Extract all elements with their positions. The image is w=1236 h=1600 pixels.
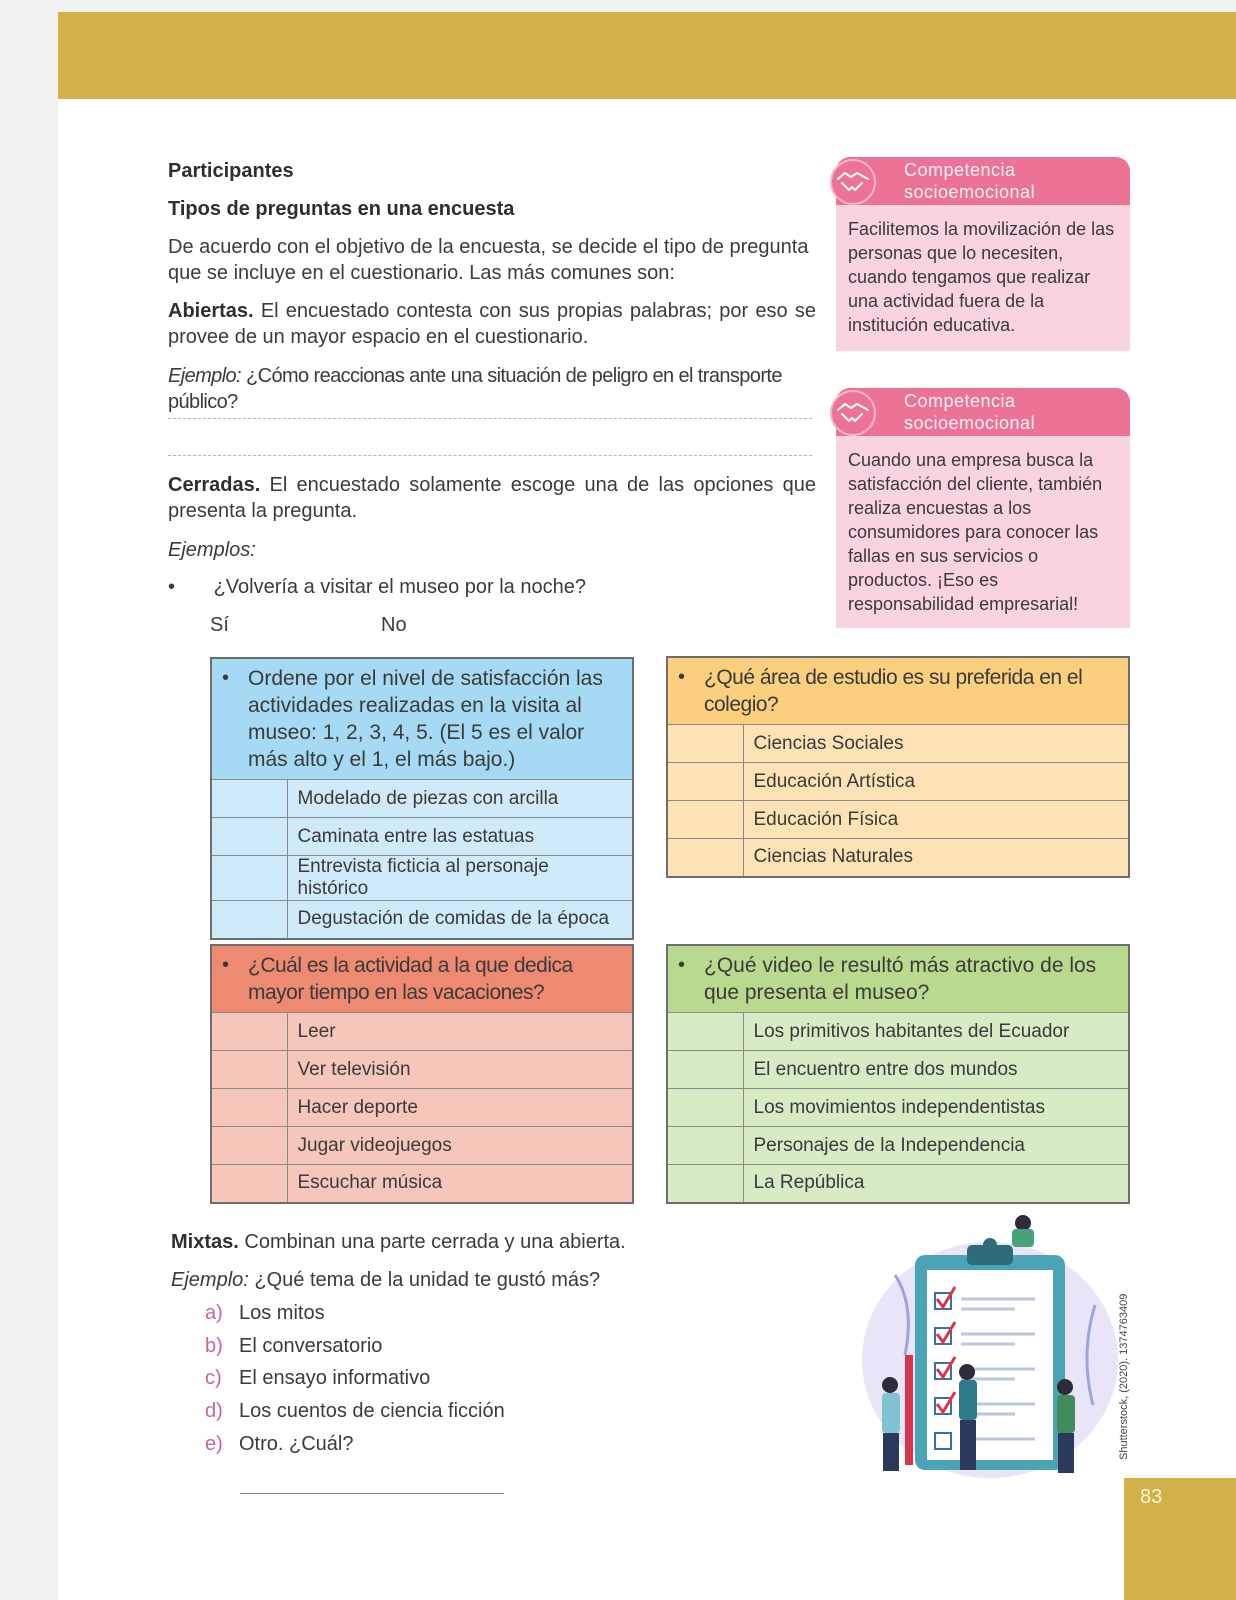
cerradas-examples-label: Ejemplos: [168, 539, 256, 561]
table-option: Los primitivos habitantes del Ecuador [743, 1013, 1129, 1051]
competencia-header-1 [836, 157, 1130, 205]
answer-line-2[interactable] [168, 455, 812, 456]
answer-box[interactable] [211, 1089, 287, 1127]
table-option: Hacer deporte [287, 1089, 633, 1127]
handshake-icon [830, 159, 876, 205]
competencia-box-1 [836, 157, 1130, 351]
table-option: Ciencias Sociales [743, 725, 1129, 763]
answer-box[interactable] [667, 1013, 743, 1051]
bullet: • [222, 954, 230, 976]
vacaciones-table [210, 944, 634, 1204]
competencia-title-1-line1: Competencia [904, 160, 1016, 180]
mixtas-paragraph [171, 1229, 819, 1255]
bullet: • [678, 666, 686, 688]
no-option[interactable]: No [381, 614, 407, 636]
vacaciones-question-cell [211, 945, 633, 1013]
video-question-cell [667, 945, 1129, 1013]
competencia-text-1: Facilitemos la movilización de las personas que lo necesiten, cuando tengamos que realizar una actividad fuera de la institución educativa. [836, 205, 1130, 351]
cerradas-paragraph [168, 472, 816, 524]
answer-box[interactable] [211, 1051, 287, 1089]
table-option: Los movimientos independentistas [743, 1089, 1129, 1127]
handshake-icon [830, 390, 876, 436]
answer-box[interactable] [211, 780, 287, 818]
answer-box[interactable] [211, 1013, 287, 1051]
area-table [666, 656, 1130, 878]
vacaciones-question: ¿Cuál es la actividad a la que dedica mayor tiempo en las vacaciones? [248, 954, 573, 1004]
table-option: Ver televisión [287, 1051, 633, 1089]
table-option: El encuentro entre dos mundos [743, 1051, 1129, 1089]
mixtas-option-e[interactable] [205, 1431, 853, 1457]
option-text: Los cuentos de ciencia ficción [239, 1400, 505, 1422]
answer-box[interactable] [667, 763, 743, 801]
table-option: Escuchar música [287, 1165, 633, 1203]
table-option: Jugar videojuegos [287, 1127, 633, 1165]
answer-box[interactable] [211, 856, 287, 901]
mixtas-option-c[interactable] [205, 1365, 853, 1391]
mixtas-option-d[interactable] [205, 1398, 853, 1424]
cerradas-label: Cerradas. [168, 474, 261, 496]
cerradas-question: ¿Volvería a visitar el museo por la noche? [213, 576, 586, 598]
table-option: Leer [287, 1013, 633, 1051]
survey-clipboard-illustration [855, 1215, 1135, 1495]
area-question-cell [667, 657, 1129, 725]
image-credit: Shutterstock, (2020). 1374763409 [1118, 1293, 1130, 1460]
answer-box[interactable] [667, 839, 743, 877]
abiertas-text: El encuestado contesta con sus propias palabras; por eso se provee de un mayor espacio en el cuestionario. [168, 300, 816, 348]
cerradas-bullet-item [168, 574, 816, 600]
ranking-question: Ordene por el nivel de satisfacción las actividades realizadas en la visita al museo: 1, 2, 3, 4, 5. (El 5 es el valor más alto y el 1, el más bajo.) [248, 667, 603, 771]
competencia-title-2 [904, 390, 1035, 434]
area-question: ¿Qué área de estudio es su preferida en el colegio? [704, 666, 1083, 716]
competencia-text-2: Cuando una empresa busca la satisfacción del cliente, también realiza encuestas a los consumidores para conocer las fallas en sus servicios o productos. ¡Eso es responsabilidad empresarial! [836, 436, 1130, 628]
mixtas-option-a[interactable] [205, 1300, 853, 1326]
option-text: Otro. ¿Cuál? [239, 1433, 354, 1455]
table-option: Personajes de la Independencia [743, 1127, 1129, 1165]
option-text: El conversatorio [239, 1335, 383, 1357]
ranking-table [210, 657, 634, 940]
option-letter: b) [205, 1335, 223, 1357]
page-number-tab [1124, 1478, 1236, 1600]
top-color-band [58, 12, 1236, 99]
abiertas-paragraph [168, 298, 816, 350]
option-text: Los mitos [239, 1302, 325, 1324]
competencia-box-2 [836, 388, 1130, 628]
mixtas-text: Combinan una parte cerrada y una abierta. [244, 1231, 626, 1253]
competencia-title-1-line2: socioemocional [904, 182, 1036, 202]
table-option: Entrevista ficticia al personaje histórico [287, 856, 633, 901]
competencia-title-2-line2: socioemocional [904, 413, 1036, 433]
competencia-header-2 [836, 388, 1130, 436]
mixtas-example-label: Ejemplo: [171, 1269, 249, 1291]
answer-box[interactable] [667, 1165, 743, 1203]
video-table [666, 944, 1130, 1204]
table-option: Caminata entre las estatuas [287, 818, 633, 856]
option-letter: e) [205, 1433, 223, 1455]
abiertas-example-question: ¿Cómo reaccionas ante una situación de peligro en el transporte público? [168, 365, 782, 413]
bullet: • [678, 954, 686, 976]
table-option: Ciencias Naturales [743, 839, 1129, 877]
table-option: Educación Artística [743, 763, 1129, 801]
answer-box[interactable] [667, 1051, 743, 1089]
abiertas-label: Abiertas. [168, 300, 254, 322]
abiertas-example-label: Ejemplo: [168, 365, 242, 387]
intro-paragraph: De acuerdo con el objetivo de la encuesta, se decide el tipo de pregunta que se incluye en el cuestionario. Las más comunes son: [168, 236, 809, 284]
bullet: • [168, 576, 176, 598]
other-answer-line[interactable] [240, 1493, 504, 1494]
table-option: Degustación de comidas de la época [287, 901, 633, 939]
yes-option[interactable]: Sí [210, 614, 229, 636]
option-letter: d) [205, 1400, 223, 1422]
answer-box[interactable] [667, 1127, 743, 1165]
competencia-title-2-line1: Competencia [904, 391, 1016, 411]
mixtas-label: Mixtas. [171, 1231, 239, 1253]
table-option: Modelado de piezas con arcilla [287, 780, 633, 818]
answer-line-1[interactable] [168, 418, 812, 419]
heading-tipos-preguntas: Tipos de preguntas en una encuesta [168, 198, 515, 220]
video-question: ¿Qué video le resultó más atractivo de los que presenta el museo? [704, 954, 1097, 1004]
answer-box[interactable] [667, 1089, 743, 1127]
competencia-title-1 [904, 159, 1035, 203]
mixtas-option-b[interactable] [205, 1333, 853, 1359]
answer-box[interactable] [667, 801, 743, 839]
page-number: 83 [1140, 1486, 1163, 1508]
answer-box[interactable] [211, 1127, 287, 1165]
mixtas-example [171, 1267, 819, 1293]
abiertas-example [168, 363, 816, 415]
bullet: • [222, 667, 230, 689]
option-letter: a) [205, 1302, 223, 1324]
option-letter: c) [205, 1367, 222, 1389]
answer-box[interactable] [211, 1165, 287, 1203]
mixtas-example-question: ¿Qué tema de la unidad te gustó más? [254, 1269, 601, 1291]
cerradas-text: El encuestado solamente escoge una de las opciones que presenta la pregunta. [168, 474, 817, 522]
ranking-question-cell [211, 658, 633, 780]
answer-box[interactable] [667, 725, 743, 763]
heading-participantes: Participantes [168, 160, 294, 182]
option-text: El ensayo informativo [239, 1367, 431, 1389]
table-option: Educación Física [743, 801, 1129, 839]
table-option: La República [743, 1165, 1129, 1203]
answer-box[interactable] [211, 818, 287, 856]
answer-box[interactable] [211, 901, 287, 939]
